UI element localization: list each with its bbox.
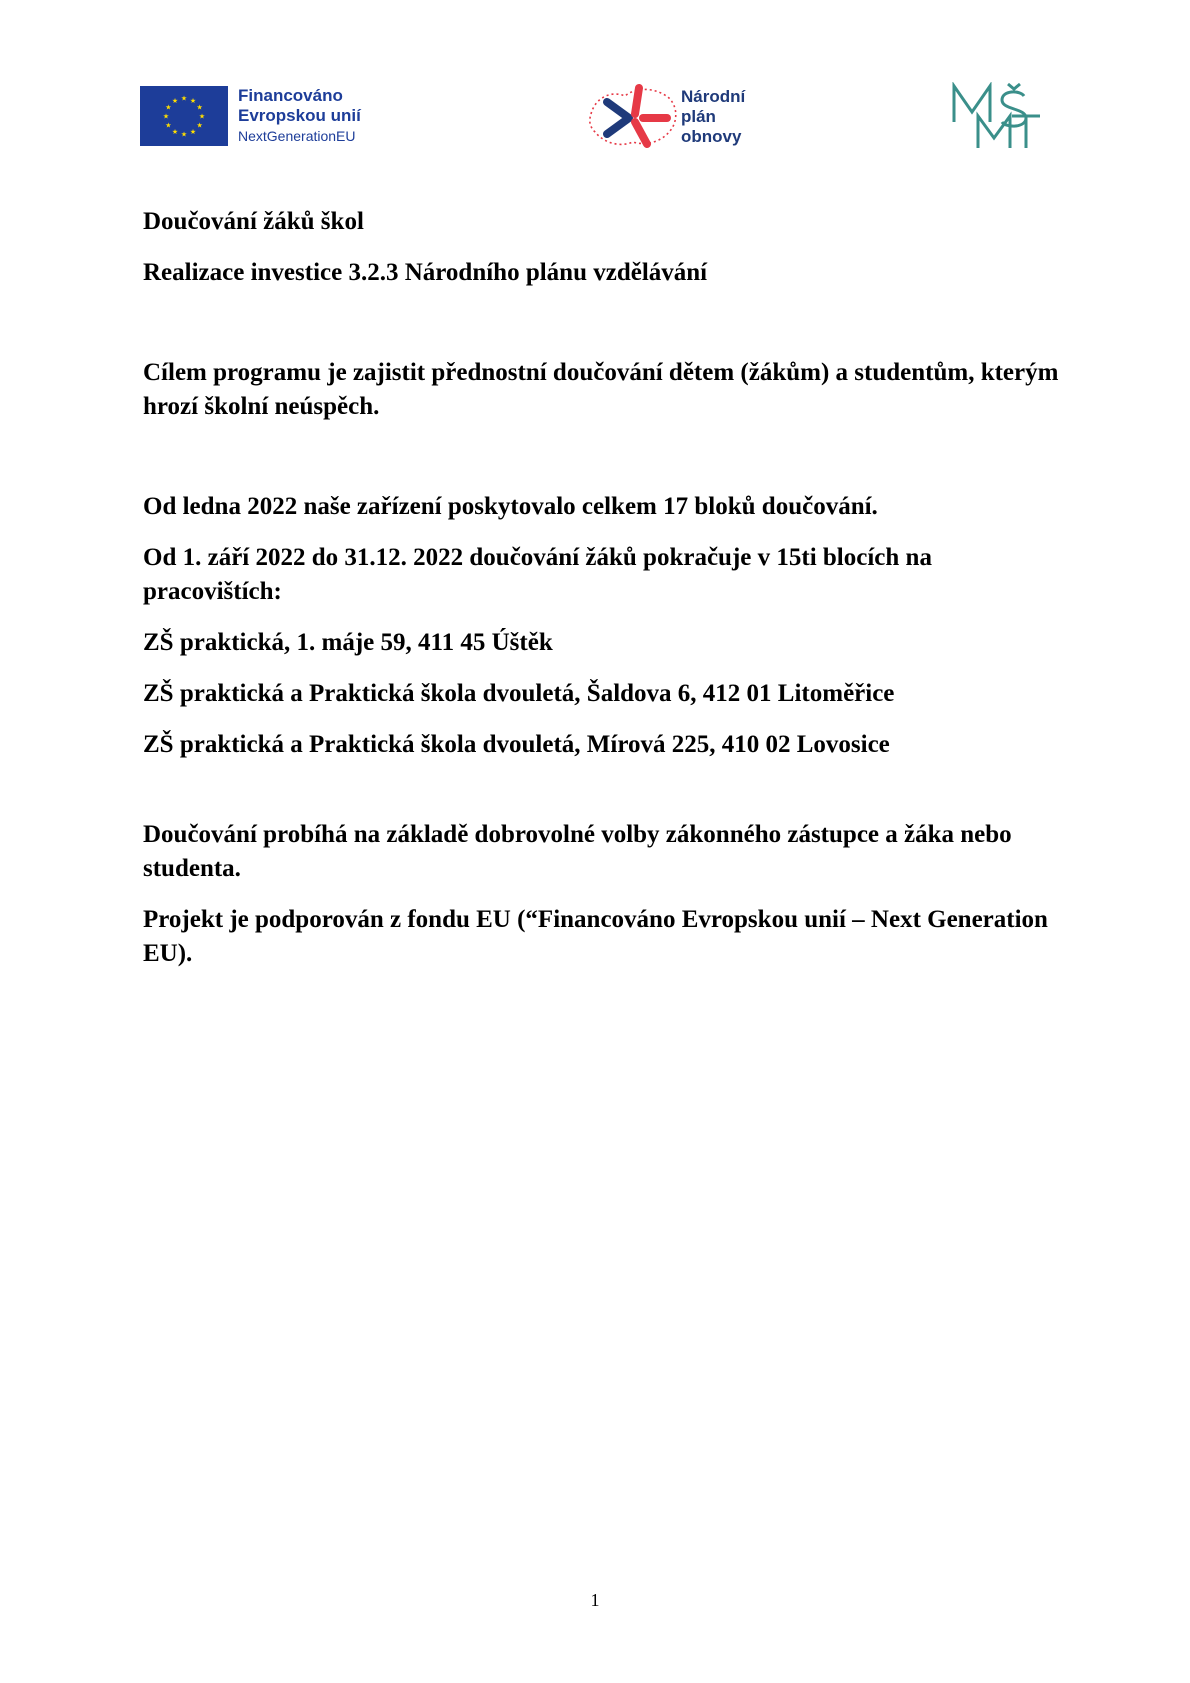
- document-subtitle: Realizace investice 3.2.3 Národního plánu vzdělávání: [143, 259, 708, 286]
- eu-star-icon: ★: [171, 128, 179, 137]
- document-body: [143, 205, 1063, 971]
- logo-header: [0, 72, 1190, 162]
- eu-star-icon: ★: [196, 103, 203, 112]
- workplace-address-2: ZŠ praktická a Praktická škola dvouletá, Šaldova 6, 412 01 Litoměřice: [143, 680, 895, 707]
- blocks-since-january-paragraph: Od ledna 2022 naše zařízení poskytovalo celkem 17 bloků doučování.: [143, 493, 878, 520]
- eu-logo-line1: Financováno: [238, 86, 343, 105]
- eu-funding-text: [238, 86, 361, 146]
- npo-logo-line1: Národní: [681, 87, 746, 106]
- eu-star-icon: ★: [165, 103, 172, 112]
- eu-logo-line2: Evropskou unií: [238, 106, 361, 125]
- voluntary-participation-paragraph: Doučování probíhá na základě dobrovolné volby zákonného zástupce a žáka nebo studenta.: [143, 821, 1012, 882]
- eu-star-icon: ★: [162, 112, 170, 121]
- document-title: Doučování žáků škol: [143, 208, 364, 235]
- program-goal-paragraph: Cílem programu je zajistit přednostní doučování dětem (žákům) a studentům, kterým hrozí školní neúspěch.: [143, 359, 1059, 420]
- national-recovery-plan-logo: [585, 76, 745, 158]
- continuation-paragraph: Od 1. září 2022 do 31.12. 2022 doučování žáků pokračuje v 15ti blocích na pracovištích:: [143, 544, 932, 605]
- workplace-address-3: ZŠ praktická a Praktická škola dvouletá, Mírová 225, 410 02 Lovosice: [143, 731, 890, 758]
- eu-logo-line3: NextGenerationEU: [238, 128, 356, 144]
- npo-logo-line3: obnovy: [681, 127, 742, 146]
- eu-star-icon: ★: [165, 121, 172, 130]
- workplace-address-1: ZŠ praktická, 1. máje 59, 411 45 Úštěk: [143, 629, 553, 656]
- eu-funding-paragraph: Projekt je podporován z fondu EU (“Financováno Evropskou unií – Next Generation EU).: [143, 906, 1048, 967]
- recovery-plan-mark-icon: [585, 76, 681, 158]
- eu-star-icon: ★: [198, 112, 206, 121]
- page-number: 1: [590, 1590, 600, 1610]
- eu-star-icon: ★: [196, 121, 203, 130]
- eu-star-icon: ★: [180, 130, 188, 139]
- msmt-logo-icon: [950, 82, 1042, 152]
- eu-star-icon: ★: [180, 94, 188, 103]
- eu-star-icon: ★: [189, 128, 197, 137]
- eu-flag-icon: [140, 86, 228, 146]
- eu-star-icon: ★: [171, 96, 179, 105]
- eu-star-icon: ★: [189, 96, 197, 105]
- npo-logo-line2: plán: [681, 107, 716, 126]
- eu-funding-logo: [140, 86, 361, 146]
- recovery-plan-text: [681, 87, 745, 147]
